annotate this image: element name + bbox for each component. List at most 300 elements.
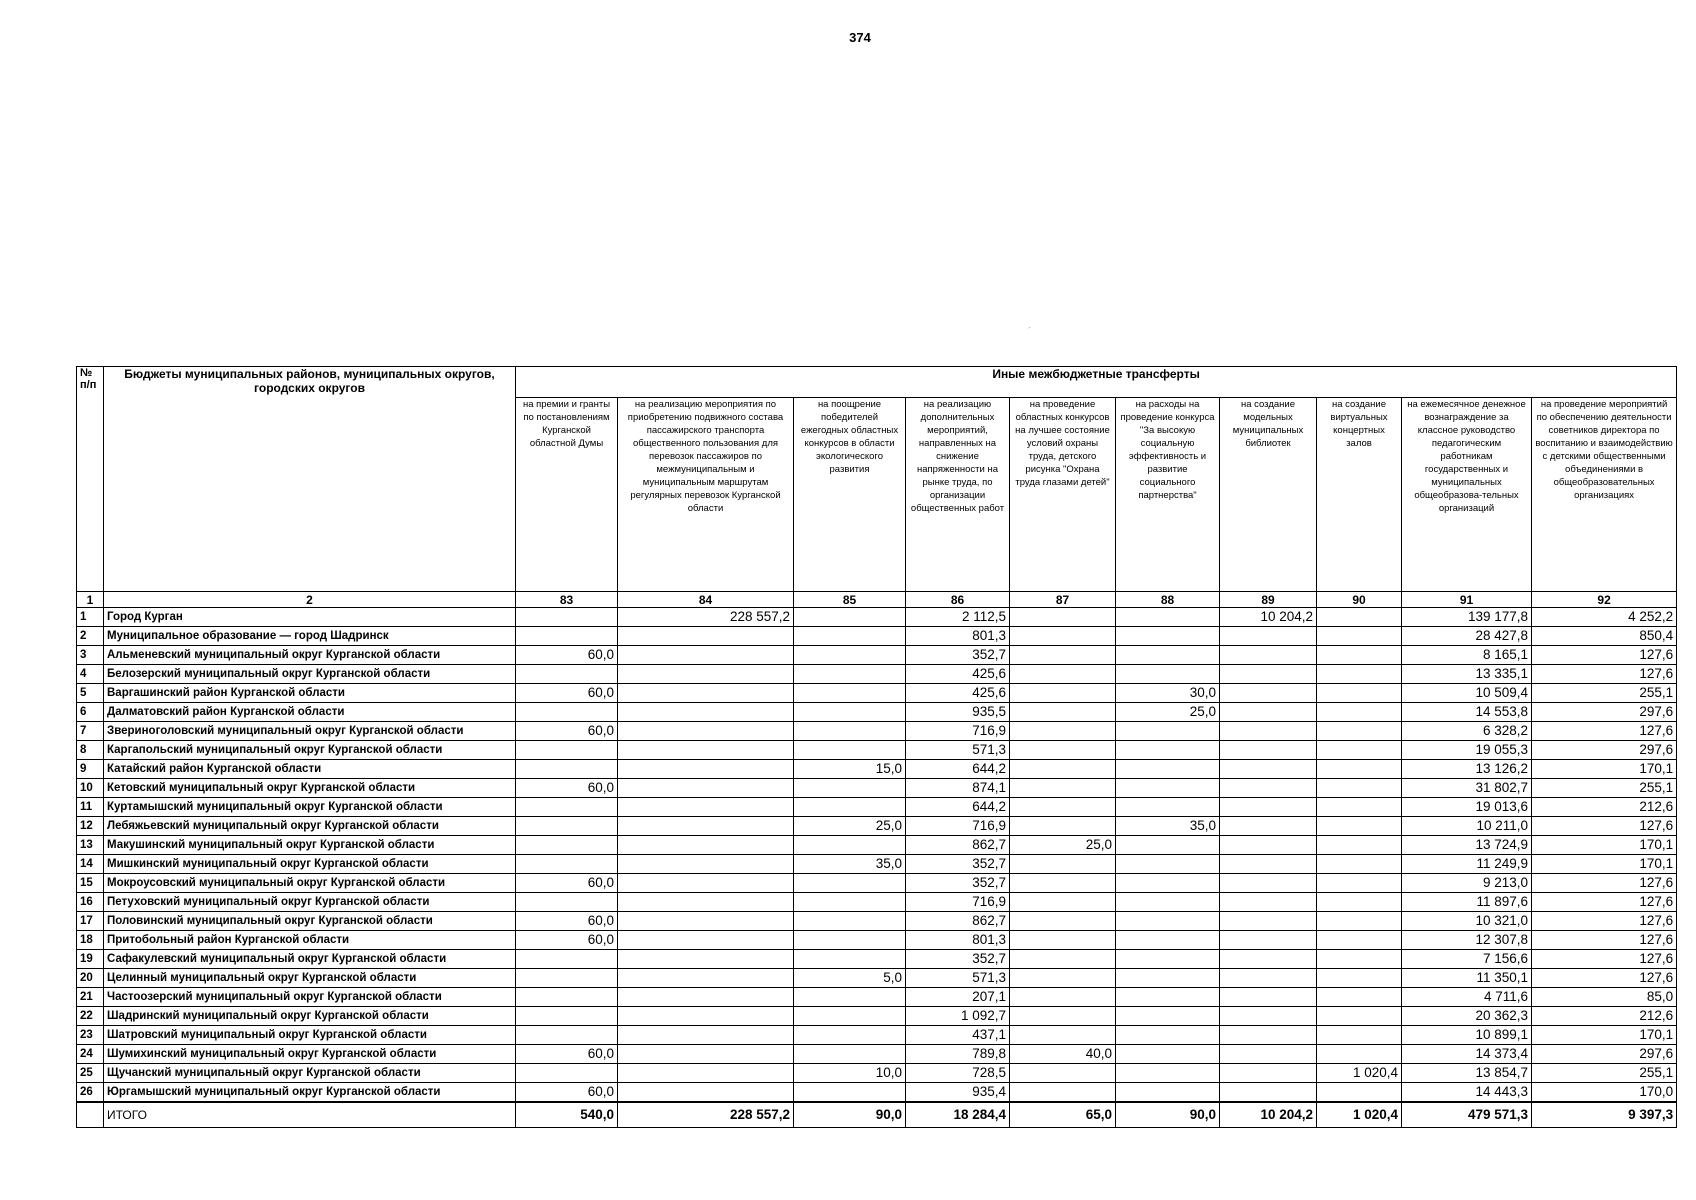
municipality-name: Куртамышский муниципальный округ Курганской области <box>104 798 516 817</box>
column-number: 2 <box>104 592 516 608</box>
value-cell <box>1317 931 1402 950</box>
sub-header-5: на проведение областных конкурсов на лучшее состояние условий охраны труда, детского рисунка "Охрана труда глазами детей" <box>1010 398 1116 592</box>
table-row <box>77 950 1677 969</box>
value-cell: 31 802,7 <box>1402 779 1532 798</box>
municipality-name: Целинный муниципальный округ Курганской области <box>104 969 516 988</box>
column-number: 85 <box>794 592 906 608</box>
column-number: 83 <box>516 592 618 608</box>
value-cell <box>516 741 618 760</box>
row-number: 3 <box>77 646 104 665</box>
value-cell: 40,0 <box>1010 1045 1116 1064</box>
row-number: 22 <box>77 1007 104 1026</box>
value-cell <box>1220 969 1317 988</box>
municipality-name: Шатровский муниципальный округ Курганской области <box>104 1026 516 1045</box>
value-cell: 127,6 <box>1532 912 1677 931</box>
value-cell <box>1116 855 1220 874</box>
value-cell <box>1010 874 1116 893</box>
value-cell <box>794 779 906 798</box>
total-value-cell: 1 020,4 <box>1317 1102 1402 1128</box>
row-number: 17 <box>77 912 104 931</box>
row-number: 4 <box>77 665 104 684</box>
value-cell <box>1116 969 1220 988</box>
col-no-header: № п/п <box>77 367 104 592</box>
municipality-name: Катайский район Курганской области <box>104 760 516 779</box>
value-cell <box>516 836 618 855</box>
value-cell <box>1220 1026 1317 1045</box>
value-cell: 13 854,7 <box>1402 1064 1532 1083</box>
value-cell <box>1010 703 1116 722</box>
table-row <box>77 722 1677 741</box>
table-row <box>77 931 1677 950</box>
value-cell: 850,4 <box>1532 627 1677 646</box>
value-cell <box>1317 665 1402 684</box>
value-cell: 7 156,6 <box>1402 950 1532 969</box>
value-cell <box>1317 1026 1402 1045</box>
row-number: 10 <box>77 779 104 798</box>
value-cell: 255,1 <box>1532 684 1677 703</box>
total-value-cell: 479 571,3 <box>1402 1102 1532 1128</box>
value-cell: 716,9 <box>906 722 1010 741</box>
value-cell <box>1317 1045 1402 1064</box>
value-cell <box>618 912 794 931</box>
value-cell <box>1317 817 1402 836</box>
municipality-name: Альменевский муниципальный округ Курганской области <box>104 646 516 665</box>
municipality-name: Шадринский муниципальный округ Курганской области <box>104 1007 516 1026</box>
value-cell <box>794 722 906 741</box>
value-cell <box>516 627 618 646</box>
value-cell <box>1116 646 1220 665</box>
municipality-name: Притобольный район Курганской области <box>104 931 516 950</box>
row-number: 6 <box>77 703 104 722</box>
row-number: 20 <box>77 969 104 988</box>
value-cell <box>1317 741 1402 760</box>
value-cell: 297,6 <box>1532 1045 1677 1064</box>
value-cell <box>1116 779 1220 798</box>
value-cell: 352,7 <box>906 646 1010 665</box>
value-cell <box>1220 760 1317 779</box>
value-cell <box>1317 627 1402 646</box>
municipality-name: Город Курган <box>104 608 516 627</box>
value-cell: 14 373,4 <box>1402 1045 1532 1064</box>
table-row <box>77 988 1677 1007</box>
value-cell <box>1220 779 1317 798</box>
sub-header-6: на расходы на проведение конкурса "За высокую социальную эффективность и развитие социального партнерства" <box>1116 398 1220 592</box>
value-cell: 127,6 <box>1532 874 1677 893</box>
value-cell <box>1010 760 1116 779</box>
value-cell <box>618 684 794 703</box>
total-row <box>77 1102 1677 1128</box>
table-row <box>77 893 1677 912</box>
value-cell: 9 213,0 <box>1402 874 1532 893</box>
value-cell: 127,6 <box>1532 646 1677 665</box>
column-number: 1 <box>77 592 104 608</box>
value-cell: 30,0 <box>1116 684 1220 703</box>
value-cell <box>1317 722 1402 741</box>
value-cell: 60,0 <box>516 931 618 950</box>
value-cell <box>1220 1007 1317 1026</box>
value-cell <box>1317 798 1402 817</box>
page-number: 374 <box>849 30 871 45</box>
table-row <box>77 798 1677 817</box>
value-cell <box>618 1026 794 1045</box>
column-number: 92 <box>1532 592 1677 608</box>
value-cell <box>1116 627 1220 646</box>
value-cell: 19 055,3 <box>1402 741 1532 760</box>
table-row <box>77 608 1677 627</box>
value-cell <box>1116 893 1220 912</box>
column-number: 90 <box>1317 592 1402 608</box>
value-cell: 6 328,2 <box>1402 722 1532 741</box>
value-cell: 25,0 <box>1116 703 1220 722</box>
column-number: 91 <box>1402 592 1532 608</box>
value-cell <box>1116 836 1220 855</box>
value-cell: 2 112,5 <box>906 608 1010 627</box>
table-row <box>77 779 1677 798</box>
column-number: 88 <box>1116 592 1220 608</box>
value-cell <box>1220 912 1317 931</box>
value-cell <box>618 646 794 665</box>
municipality-name: Шумихинский муниципальный округ Курганской области <box>104 1045 516 1064</box>
value-cell: 60,0 <box>516 646 618 665</box>
row-number: 18 <box>77 931 104 950</box>
value-cell <box>794 646 906 665</box>
table-row <box>77 874 1677 893</box>
table-row <box>77 741 1677 760</box>
value-cell: 862,7 <box>906 836 1010 855</box>
municipality-name: Мокроусовский муниципальный округ Курганской области <box>104 874 516 893</box>
value-cell: 212,6 <box>1532 798 1677 817</box>
table-row <box>77 1083 1677 1103</box>
value-cell: 14 553,8 <box>1402 703 1532 722</box>
value-cell <box>1010 779 1116 798</box>
sub-header-1: на премии и гранты по постановлениям Курганской областной Думы <box>516 398 618 592</box>
budget-transfers-table <box>76 366 1677 1128</box>
row-number: 24 <box>77 1045 104 1064</box>
sub-header-4: на реализацию дополнительных мероприятий, направленных на снижение напряженности на рынке труда, по организации общественных работ <box>906 398 1010 592</box>
value-cell <box>794 1045 906 1064</box>
value-cell: 4 252,2 <box>1532 608 1677 627</box>
value-cell: 20 362,3 <box>1402 1007 1532 1026</box>
value-cell <box>618 741 794 760</box>
value-cell: 10 899,1 <box>1402 1026 1532 1045</box>
value-cell <box>1220 684 1317 703</box>
value-cell: 25,0 <box>794 817 906 836</box>
value-cell <box>516 798 618 817</box>
value-cell: 60,0 <box>516 874 618 893</box>
total-value-cell: 90,0 <box>1116 1102 1220 1128</box>
municipality-name: Муниципальное образование — город Шадринск <box>104 627 516 646</box>
municipality-name: Макушинский муниципальный округ Курганской области <box>104 836 516 855</box>
value-cell <box>1010 1083 1116 1103</box>
value-cell <box>1010 931 1116 950</box>
value-cell: 801,3 <box>906 931 1010 950</box>
value-cell <box>1010 969 1116 988</box>
value-cell <box>794 608 906 627</box>
value-cell: 13 724,9 <box>1402 836 1532 855</box>
value-cell <box>1220 703 1317 722</box>
value-cell <box>1010 988 1116 1007</box>
value-cell <box>1116 665 1220 684</box>
value-cell <box>1116 741 1220 760</box>
value-cell <box>1116 1064 1220 1083</box>
sub-header-10: на проведение мероприятий по обеспечению деятельности советников директора по воспитанию и взаимодействию с детскими общественными объединениями в общеобразовательных организациях <box>1532 398 1677 592</box>
value-cell <box>1010 627 1116 646</box>
value-cell: 170,0 <box>1532 1083 1677 1103</box>
value-cell <box>618 1045 794 1064</box>
value-cell: 60,0 <box>516 912 618 931</box>
value-cell: 11 350,1 <box>1402 969 1532 988</box>
value-cell <box>618 722 794 741</box>
value-cell <box>1010 950 1116 969</box>
municipality-name: Каргапольский муниципальный округ Курганской области <box>104 741 516 760</box>
value-cell: 935,5 <box>906 703 1010 722</box>
col-name-header: Бюджеты муниципальных районов, муниципальных округов, городских округов <box>104 367 516 592</box>
value-cell: 4 711,6 <box>1402 988 1532 1007</box>
total-value-cell: 540,0 <box>516 1102 618 1128</box>
table-row <box>77 684 1677 703</box>
value-cell <box>1220 1083 1317 1103</box>
value-cell: 801,3 <box>906 627 1010 646</box>
value-cell <box>1010 798 1116 817</box>
value-cell <box>618 779 794 798</box>
row-number: 15 <box>77 874 104 893</box>
value-cell <box>618 817 794 836</box>
value-cell <box>1116 798 1220 817</box>
value-cell: 25,0 <box>1010 836 1116 855</box>
row-number: 25 <box>77 1064 104 1083</box>
value-cell <box>516 988 618 1007</box>
table-row <box>77 1026 1677 1045</box>
value-cell: 571,3 <box>906 969 1010 988</box>
row-number: 2 <box>77 627 104 646</box>
value-cell: 10,0 <box>794 1064 906 1083</box>
value-cell: 255,1 <box>1532 779 1677 798</box>
value-cell <box>794 703 906 722</box>
value-cell <box>618 893 794 912</box>
value-cell: 85,0 <box>1532 988 1677 1007</box>
value-cell <box>794 798 906 817</box>
municipality-name: Частоозерский муниципальный округ Курганской области <box>104 988 516 1007</box>
value-cell <box>618 931 794 950</box>
value-cell <box>618 836 794 855</box>
value-cell: 15,0 <box>794 760 906 779</box>
table-row <box>77 646 1677 665</box>
value-cell: 297,6 <box>1532 741 1677 760</box>
value-cell <box>1010 893 1116 912</box>
value-cell <box>1317 969 1402 988</box>
value-cell: 935,4 <box>906 1083 1010 1103</box>
value-cell <box>794 741 906 760</box>
value-cell: 437,1 <box>906 1026 1010 1045</box>
total-blank-cell <box>77 1102 104 1128</box>
value-cell: 35,0 <box>1116 817 1220 836</box>
value-cell <box>794 988 906 1007</box>
value-cell: 352,7 <box>906 855 1010 874</box>
value-cell <box>1010 855 1116 874</box>
table-row <box>77 760 1677 779</box>
value-cell <box>618 798 794 817</box>
value-cell <box>1317 836 1402 855</box>
value-cell <box>516 760 618 779</box>
value-cell <box>1116 608 1220 627</box>
value-cell: 60,0 <box>516 722 618 741</box>
value-cell: 170,1 <box>1532 855 1677 874</box>
table-row <box>77 1045 1677 1064</box>
sub-header-7: на создание модельных муниципальных библиотек <box>1220 398 1317 592</box>
sub-header-3: на поощрение победителей ежегодных областных конкурсов в области экологического развития <box>794 398 906 592</box>
row-number: 16 <box>77 893 104 912</box>
value-cell <box>794 893 906 912</box>
row-number: 12 <box>77 817 104 836</box>
value-cell <box>1116 931 1220 950</box>
value-cell: 10 509,4 <box>1402 684 1532 703</box>
value-cell: 207,1 <box>906 988 1010 1007</box>
value-cell <box>1317 950 1402 969</box>
value-cell: 644,2 <box>906 760 1010 779</box>
value-cell: 127,6 <box>1532 950 1677 969</box>
value-cell <box>516 855 618 874</box>
value-cell: 728,5 <box>906 1064 1010 1083</box>
value-cell <box>516 608 618 627</box>
scan-speck: ´ <box>1028 326 1031 336</box>
value-cell <box>1116 760 1220 779</box>
value-cell <box>1220 950 1317 969</box>
value-cell <box>1220 798 1317 817</box>
value-cell <box>516 893 618 912</box>
value-cell: 874,1 <box>906 779 1010 798</box>
column-number: 84 <box>618 592 794 608</box>
value-cell <box>618 703 794 722</box>
value-cell <box>1010 684 1116 703</box>
value-cell <box>618 760 794 779</box>
value-cell <box>618 1064 794 1083</box>
value-cell <box>516 703 618 722</box>
row-number: 23 <box>77 1026 104 1045</box>
value-cell: 139 177,8 <box>1402 608 1532 627</box>
value-cell <box>794 665 906 684</box>
value-cell <box>1220 1064 1317 1083</box>
row-number: 14 <box>77 855 104 874</box>
value-cell <box>1317 703 1402 722</box>
value-cell <box>1220 893 1317 912</box>
municipality-name: Мишкинский муниципальный округ Курганской области <box>104 855 516 874</box>
value-cell: 11 249,9 <box>1402 855 1532 874</box>
value-cell: 1 020,4 <box>1317 1064 1402 1083</box>
row-number: 13 <box>77 836 104 855</box>
value-cell: 13 335,1 <box>1402 665 1532 684</box>
value-cell: 60,0 <box>516 1083 618 1103</box>
value-cell <box>794 627 906 646</box>
value-cell: 297,6 <box>1532 703 1677 722</box>
value-cell: 60,0 <box>516 779 618 798</box>
sub-header-9: на ежемесячное денежное вознаграждение за классное руководство педагогическим работникам государственных и муниципальных общеобразова-тельных организаций <box>1402 398 1532 592</box>
value-cell <box>1116 1045 1220 1064</box>
value-cell <box>618 665 794 684</box>
value-cell <box>1010 646 1116 665</box>
value-cell: 127,6 <box>1532 722 1677 741</box>
value-cell <box>794 874 906 893</box>
value-cell: 13 126,2 <box>1402 760 1532 779</box>
municipality-name: Лебяжьевский муниципальный округ Курганской области <box>104 817 516 836</box>
value-cell <box>794 1083 906 1103</box>
value-cell <box>1010 1007 1116 1026</box>
table-row <box>77 1064 1677 1083</box>
value-cell <box>1317 988 1402 1007</box>
value-cell <box>516 1064 618 1083</box>
value-cell <box>1010 817 1116 836</box>
value-cell <box>1010 722 1116 741</box>
total-value-cell: 90,0 <box>794 1102 906 1128</box>
value-cell <box>1010 1026 1116 1045</box>
value-cell <box>1220 741 1317 760</box>
municipality-name: Сафакулевский муниципальный округ Курганской области <box>104 950 516 969</box>
value-cell <box>1010 912 1116 931</box>
value-cell <box>618 1007 794 1026</box>
value-cell <box>618 950 794 969</box>
value-cell <box>1116 874 1220 893</box>
value-cell <box>1317 912 1402 931</box>
value-cell <box>1220 722 1317 741</box>
value-cell <box>1116 912 1220 931</box>
row-number: 19 <box>77 950 104 969</box>
value-cell <box>618 627 794 646</box>
total-value-cell: 228 557,2 <box>618 1102 794 1128</box>
value-cell <box>1116 1007 1220 1026</box>
row-number: 9 <box>77 760 104 779</box>
value-cell <box>794 684 906 703</box>
value-cell <box>618 1083 794 1103</box>
value-cell <box>1317 1007 1402 1026</box>
municipality-name: Звериноголовский муниципальный округ Курганской области <box>104 722 516 741</box>
value-cell: 60,0 <box>516 684 618 703</box>
value-cell: 127,6 <box>1532 969 1677 988</box>
value-cell <box>1010 741 1116 760</box>
value-cell <box>1317 1083 1402 1103</box>
value-cell <box>1220 627 1317 646</box>
value-cell: 212,6 <box>1532 1007 1677 1026</box>
table-row <box>77 1007 1677 1026</box>
value-cell <box>516 950 618 969</box>
value-cell: 5,0 <box>794 969 906 988</box>
value-cell: 170,1 <box>1532 760 1677 779</box>
value-cell <box>1116 1026 1220 1045</box>
municipality-name: Далматовский район Курганской области <box>104 703 516 722</box>
value-cell <box>1220 817 1317 836</box>
value-cell: 716,9 <box>906 893 1010 912</box>
value-cell: 14 443,3 <box>1402 1083 1532 1103</box>
value-cell <box>1317 779 1402 798</box>
value-cell <box>1317 684 1402 703</box>
row-number: 1 <box>77 608 104 627</box>
value-cell: 28 427,8 <box>1402 627 1532 646</box>
value-cell: 425,6 <box>906 684 1010 703</box>
value-cell: 170,1 <box>1532 1026 1677 1045</box>
value-cell <box>794 912 906 931</box>
municipality-name: Варгашинский район Курганской области <box>104 684 516 703</box>
value-cell <box>1010 608 1116 627</box>
value-cell <box>1116 722 1220 741</box>
municipality-name: Белозерский муниципальный округ Курганской области <box>104 665 516 684</box>
value-cell <box>794 950 906 969</box>
value-cell <box>1116 988 1220 1007</box>
value-cell: 8 165,1 <box>1402 646 1532 665</box>
value-cell: 127,6 <box>1532 931 1677 950</box>
value-cell: 352,7 <box>906 950 1010 969</box>
row-number: 26 <box>77 1083 104 1103</box>
row-number: 11 <box>77 798 104 817</box>
value-cell <box>1220 874 1317 893</box>
value-cell: 425,6 <box>906 665 1010 684</box>
